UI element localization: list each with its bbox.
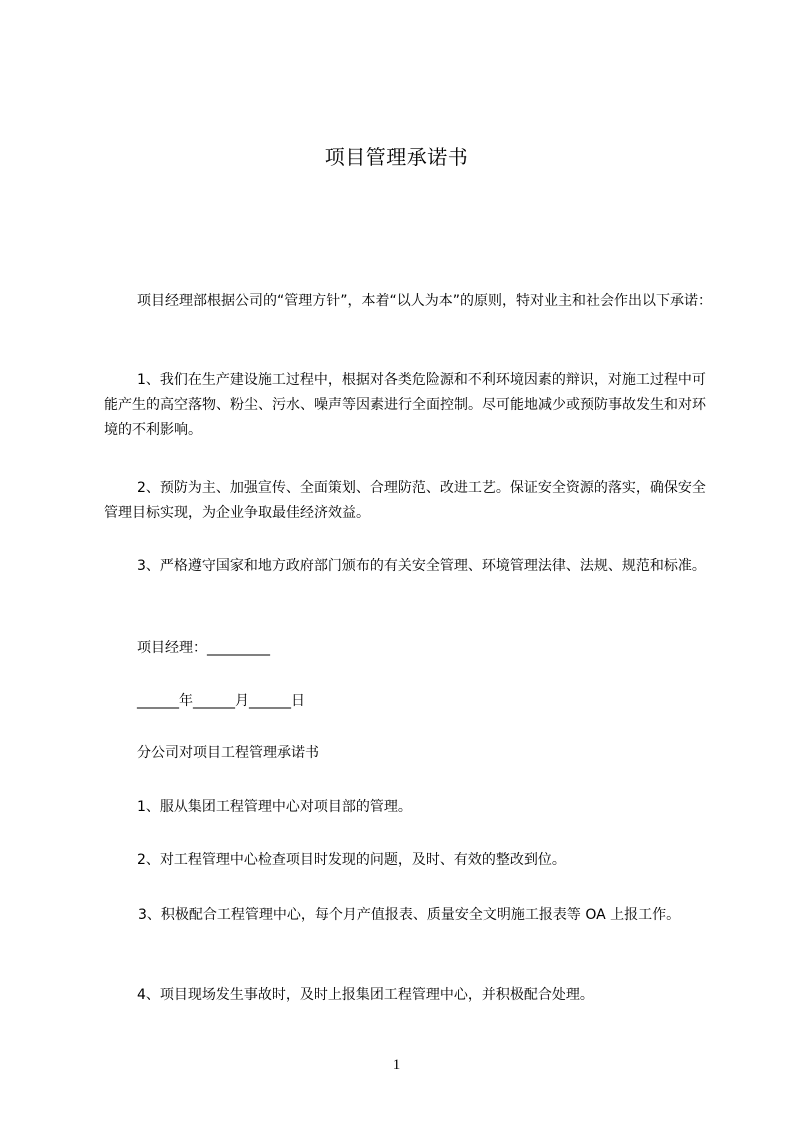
section2-item-2: 2、对工程管理中心检查项目时发现的问题，及时、有效的整改到位。 — [137, 852, 566, 868]
commitment-item-2: 2、预防为主、加强宣传、全面策划、合理防范、改进工艺。保证安全资源的落实，确保安全管理目标实现，为企业争取最佳经济效益。 — [104, 480, 706, 521]
intro-paragraph: 项目经理部根据公司的“管理方针”，本着“以人为本”的原则，特对业主和社会作出以下承诺： — [137, 293, 713, 309]
section2-item-1: 1、服从集团工程管理中心对项目部的管理。 — [137, 799, 412, 815]
manager-signature-line: 项目经理：_________ — [137, 640, 270, 656]
commitment-item-3: 3、严格遵守国家和地方政府部门颁布的有关安全管理、环境管理法律、法规、规范和标准。 — [137, 558, 706, 574]
section2-item-4: 4、项目现场发生事故时，及时上报集团工程管理中心，并积极配合处理。 — [137, 987, 594, 1003]
section2-title: 分公司对项目工程管理承诺书 — [137, 745, 319, 761]
date-line: ______年______月______日 — [137, 693, 305, 709]
document-title: 项目管理承诺书 — [324, 145, 469, 169]
page-number: 1 — [392, 1057, 401, 1073]
section2-item-3: 3、积极配合工程管理中心，每个月产值报表、质量安全文明施工报表等 OA 上报工作。 — [138, 907, 681, 923]
commitment-item-1: 1、我们在生产建设施工过程中，根据对各类危险源和不利环境因素的辩识，对施工过程中可能产生的高空落物、粉尘、污水、噪声等因素进行全面控制。尽可能地减少或预防事故发生和对环境的不利影响。 — [104, 372, 706, 438]
